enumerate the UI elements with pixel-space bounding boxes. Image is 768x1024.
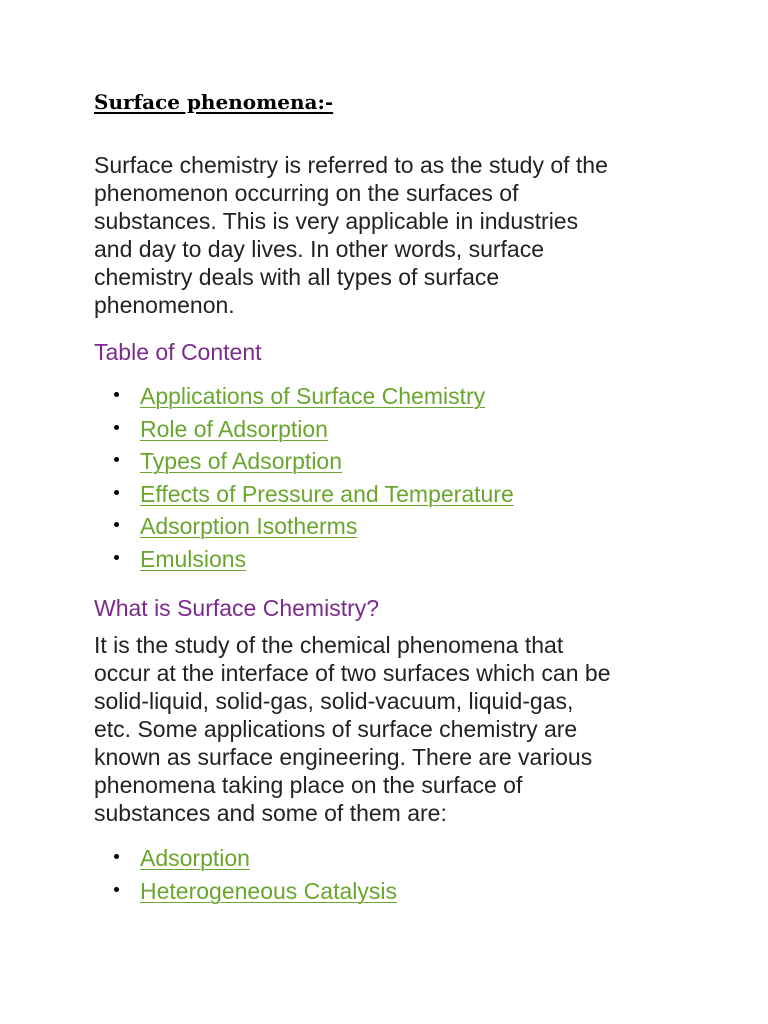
surface-chemistry-paragraph	[94, 631, 694, 827]
intro-line: chemistry deals with all types of surface	[94, 264, 500, 290]
toc-link-types-of-adsorption[interactable]: Types of Adsorption	[140, 448, 343, 475]
bullet-icon	[114, 457, 119, 462]
intro-line: Surface chemistry is referred to as the study of the	[94, 152, 608, 178]
toc-link-applications[interactable]: Applications of Surface Chemistry	[140, 383, 486, 409]
toc-link-adsorption-isotherms[interactable]: Adsorption Isotherms	[140, 513, 358, 540]
intro-paragraph	[94, 151, 694, 319]
bullet-icon	[114, 392, 119, 397]
intro-line: substances. This is very applicable in industries	[94, 208, 579, 234]
table-of-content-title: Table of Content	[94, 339, 262, 365]
bullet-icon	[114, 555, 119, 560]
paragraph-line: substances and some of them are:	[94, 800, 447, 826]
page-heading: Surface phenomena:-	[94, 90, 334, 114]
intro-line: phenomenon.	[94, 292, 235, 318]
what-is-surface-chemistry-title: What is Surface Chemistry?	[94, 595, 380, 621]
paragraph-line: etc. Some applications of surface chemistry are	[94, 716, 578, 742]
intro-line: and day to day lives. In other words, surface	[94, 236, 545, 262]
bullet-icon	[114, 854, 119, 859]
paragraph-line: occur at the interface of two surfaces which can be	[94, 660, 611, 686]
bullet-icon	[114, 490, 119, 495]
intro-line: phenomenon occurring on the surfaces of	[94, 180, 519, 206]
bullet-icon	[114, 887, 119, 892]
link-adsorption[interactable]: Adsorption	[140, 845, 250, 871]
link-heterogeneous-catalysis[interactable]: Heterogeneous Catalysis	[140, 877, 397, 904]
paragraph-line: It is the study of the chemical phenomena that	[94, 632, 564, 658]
bullet-icon	[114, 425, 119, 430]
toc-link-role-of-adsorption[interactable]: Role of Adsorption	[140, 415, 328, 442]
bullet-icon	[114, 522, 119, 527]
toc-link-emulsions[interactable]: Emulsions	[140, 545, 247, 572]
paragraph-line: known as surface engineering. There are various	[94, 744, 593, 770]
toc-link-pressure-temperature[interactable]: Effects of Pressure and Temperature	[140, 480, 514, 507]
paragraph-line: phenomena taking place on the surface of	[94, 772, 523, 798]
paragraph-line: solid-liquid, solid-gas, solid-vacuum, liquid-gas,	[94, 688, 574, 714]
